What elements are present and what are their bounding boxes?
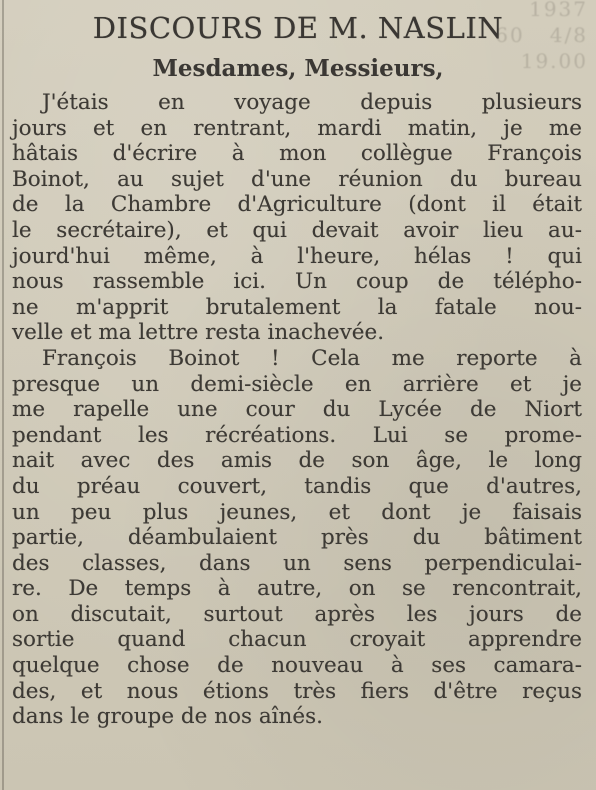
- text-line: ne m'apprit brutalement la fatale nou-: [12, 294, 582, 320]
- text-line: nait avec des amis de son âge, le long: [12, 448, 582, 474]
- article-salutation: Mesdames, Messieurs,: [152, 55, 444, 82]
- text-line: un peu plus jeunes, et dont je faisais: [12, 499, 582, 525]
- article-headline: DISCOURS DE M. NASLIN: [92, 11, 504, 45]
- column-divider: [2, 0, 4, 790]
- text-line: du préau couvert, tandis que d'autres,: [12, 473, 582, 499]
- text-line: dans le groupe de nos aînés.: [12, 704, 323, 730]
- text-line: jourd'hui même, à l'heure, hélas ! qui: [12, 243, 582, 269]
- article-body: [12, 90, 582, 730]
- text-line: de la Chambre d'Agriculture (dont il était: [12, 192, 582, 218]
- text-line: le secrétaire), et qui devait avoir lieu au-: [12, 217, 582, 243]
- text-line: pendant les récréations. Lui se prome-: [12, 422, 582, 448]
- text-line: re. De temps à autre, on se rencontrait,: [12, 576, 582, 602]
- text-line: partie, déambulaient près du bâtiment: [12, 525, 582, 551]
- text-line: jours et en rentrant, mardi matin, je me: [12, 115, 582, 141]
- text-line: sortie quand chacun croyait apprendre: [12, 627, 582, 653]
- text-line: velle et ma lettre resta inachevée.: [12, 320, 385, 346]
- bleed-through-text: 1937 60 4/8 19.00: [495, 0, 588, 73]
- text-line: François Boinot ! Cela me reporte à: [42, 345, 582, 371]
- text-line: nous rassemble ici. Un coup de télépho-: [12, 269, 582, 295]
- text-line: J'étais en voyage depuis plusieurs: [42, 90, 582, 115]
- text-line: Boinot, au sujet d'une réunion du bureau: [12, 166, 582, 192]
- text-line: hâtais d'écrire à mon collègue François: [12, 141, 582, 167]
- text-line: presque un demi-siècle en arrière et je: [12, 371, 582, 397]
- text-line: me rapelle une cour du Lycée de Niort: [12, 397, 582, 423]
- text-line: des, et nous étions très fiers d'être reçus: [12, 678, 582, 704]
- text-line: des classes, dans un sens perpendiculai-: [12, 550, 582, 576]
- text-line: quelque chose de nouveau à ses camara-: [12, 653, 582, 679]
- text-line: on discutait, surtout après les jours de: [12, 601, 582, 627]
